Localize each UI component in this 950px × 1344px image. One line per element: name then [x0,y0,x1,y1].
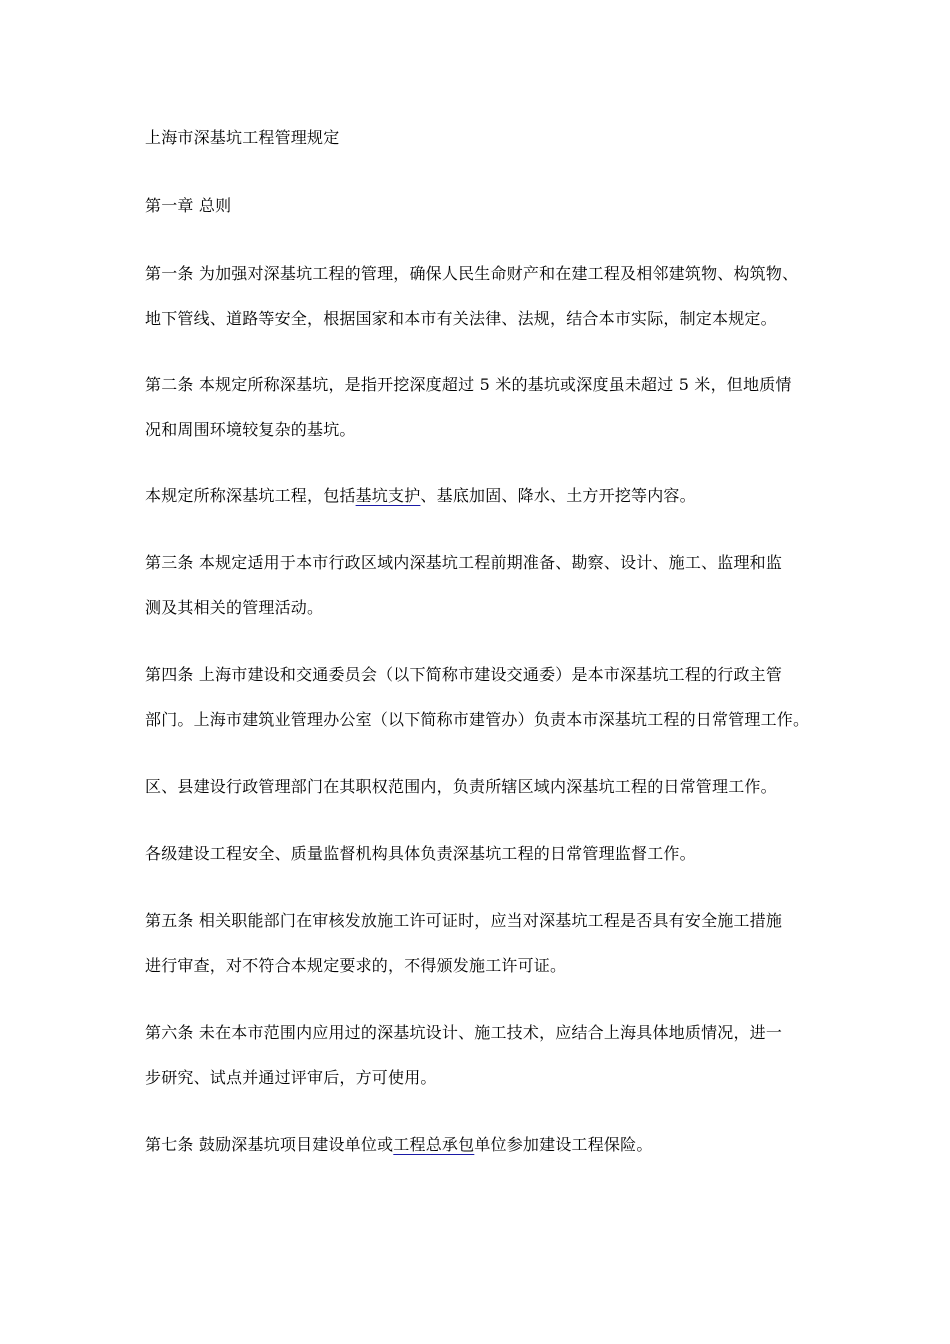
article-2-paragraph-2-text-end: 、基底加固、降水、土方开挖等内容。 [420,486,696,505]
article-7-text: 第七条 鼓励深基坑项目建设单位或 [145,1135,394,1154]
article-4-line-2: 部门。上海市建筑业管理办公室（以下简称市建管办）负责本市深基坑工程的日常管理工作。 [145,710,810,729]
article-4-paragraph-3: 各级建设工程安全、质量监督机构具体负责深基坑工程的日常管理监督工作。 [145,844,696,863]
article-2-paragraph-2 [145,485,696,507]
article-2-paragraph-2-text: 本规定所称深基坑工程，包括 [145,486,356,505]
article-4-paragraph-2: 区、县建设行政管理部门在其职权范围内，负责所辖区域内深基坑工程的日常管理工作。 [145,777,777,796]
document-title: 上海市深基坑工程管理规定 [145,128,340,147]
article-5-line-2: 进行审查，对不符合本规定要求的，不得颁发施工许可证。 [145,956,567,975]
article-1-line-2: 地下管线、道路等安全，根据国家和本市有关法律、法规，结合本市实际，制定本规定。 [145,309,777,328]
article-6-line-1: 第六条 未在本市范围内应用过的深基坑设计、施工技术，应结合上海具体地质情况，进一 [145,1023,783,1042]
article-5-line-1: 第五条 相关职能部门在审核发放施工许可证时，应当对深基坑工程是否具有安全施工措施 [145,911,783,930]
article-7-text-end: 单位参加建设工程保险。 [474,1135,653,1154]
link-general-contractor[interactable]: 工程总承包 [393,1135,475,1154]
chapter-heading: 第一章 总则 [145,196,232,215]
article-1-line-1: 第一条 为加强对深基坑工程的管理，确保人民生命财产和在建工程及相邻建筑物、构筑物、 [145,264,799,283]
link-foundation-pit-support[interactable]: 基坑支护 [355,486,421,505]
article-2-line-1: 第二条 本规定所称深基坑，是指开挖深度超过 5 米的基坑或深度虽未超过 5 米，但地质情 [145,375,792,394]
article-6-line-2: 步研究、试点并通过评审后，方可使用。 [145,1068,437,1087]
article-4-line-1: 第四条 上海市建设和交通委员会（以下简称市建设交通委）是本市深基坑工程的行政主管 [145,665,783,684]
article-3-line-1: 第三条 本规定适用于本市行政区域内深基坑工程前期准备、勘察、设计、施工、监理和监 [145,553,783,572]
article-3-line-2: 测及其相关的管理活动。 [145,598,324,617]
article-2-line-2: 况和周围环境较复杂的基坑。 [145,420,356,439]
article-7 [145,1134,653,1156]
